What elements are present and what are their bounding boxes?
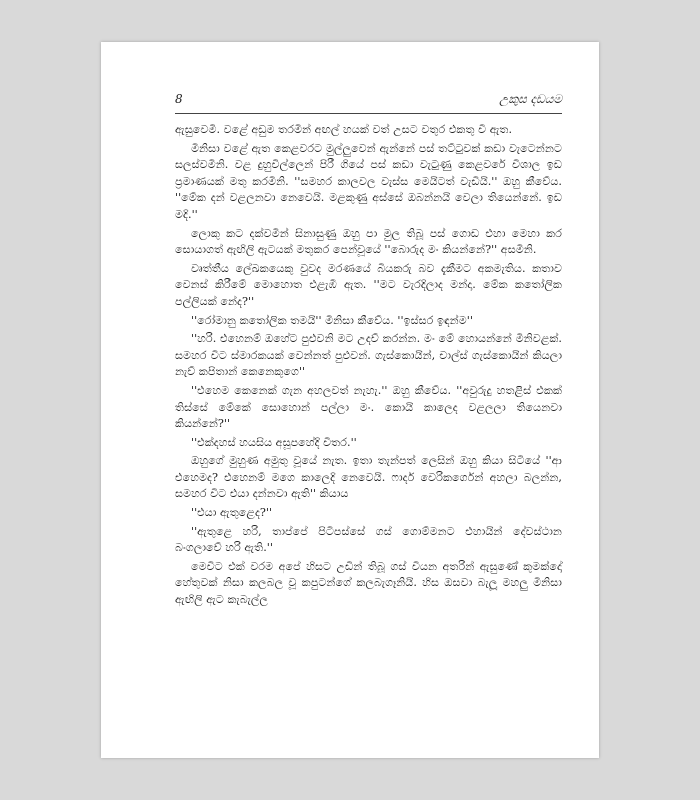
paragraph: වෘත්තීය ලේඛකයෙකු වුවද මරණයේ බියකරු බව දැකීමට අකමැතිය. කතාව වෙනස් කිරීමේ මොහොත එළැඹී ඇත. ''මට වැරදිලාද මන්දා. මේක කතෝලික පල්ලියක් නේද?'' [175, 261, 562, 308]
paragraph: ඔහුගේ මුහුණ අමුතු වූයේ නැත. ඉතා තැන්පත් ලෙසින් ඔහු කියා සිටියේ ''ආ එහෙමද? එහෙනම් මගෙ කාලෙදි නෙවෙයි. ෆාදර් වෙරිකර්ගෙන් අහලා බලන්න, සමහර විට එයා දන්නවා ඇති'' කියාය [175, 454, 562, 501]
paragraph: ''එයා ඇතුළෙද?'' [191, 506, 273, 520]
paragraph: ''එහෙම කෙනෙක් ගැන අහලවත් නැහැ.'' ඔහු කීවේය. ''අවුරුදු හතළිස් එකක් තිස්සේ මේකේ සොහොන් පල්ලා මං. කොයි කාලෙද වළලලා තියෙනවා කියන්නේ?'' [175, 383, 562, 431]
header-divider [175, 113, 562, 114]
paragraph: ඇසුවෙමි. වළේ අඩුම තරමින් අඟල් හයක් වත් උසට වතුර එකතු වී ඇත. [175, 123, 513, 136]
book-title: උකුස දඩයම [499, 92, 562, 106]
book-page [101, 42, 599, 758]
paragraph: මිනිසා වළේ ඇත කෙළවරට මුල්ලුවෙන් ඇන්නේ පස් තට්ටුවක් කඩා වැටෙන්නට සලස්වමිනි. වළ දුහුවිල්ලෙන් පිරී ගියේ පස් කඩා වැටුණු කෙළවරේ විශාල ඉඩ ප්‍රමාණයක් මතු කරමිනි. ''සමහර කාලවල වැස්ස මෙයිටත් වැඩියි.'' ඔහු කීවේය. ''මේක දන් වළලනවා නෙවෙයි. මළකුණු අස්සේ ඔබන්නයි වෙලා තියෙන්නේ. ඉඩ මදි.'' [175, 141, 562, 221]
paragraph: ''ඇතුළෙ හරි, තාප්පේ පිටිපස්සේ ගස් ගොම්මනට එහායින් දේවස්ථාන බංගලාවේ හරි ඇති.'' [175, 524, 562, 555]
paragraph: මෙවිට එක් වරම අපේ හිසට උඩින් තිබූ ගස් වියන අතරින් ඇසුණේ කුමක්දෝ හේතුවක් නිසා කලබල වූ කපුටන්ගේ කලබැගෑනියි. හිස ඔසවා බැලූ මහලු මිනිසා ඇඟිලි ඇට කැබැල්ල [175, 559, 562, 607]
paragraph: ''රෝමානු කතෝලික තමයි'' මිනිසා කීවේය. ''ඉස්සර ඉඳන්ම'' [191, 313, 473, 327]
paragraph: ''එක්දහස් හයසිය අසූපහේදි විතර.'' [191, 435, 357, 449]
paragraph: ලොකු කට දක්වමින් සිනාසුණු ඔහු පා මුල තිබූ පස් ගොඩ එහා මෙහා කර සොයාගත් ඇඟිලි ඇටයක් මතුකර පෙන්වූයේ ''බොරුද මං කියන්නේ?'' අසමිනි. [175, 226, 562, 257]
paragraph: ''හරි. එහෙනම් ඔහේට පුළුවනි මට උදව් කරන්න. මං මේ හොයන්නේ මිනිවළක්. සමහර විට ස්මාරකයක් වෙන්නත් පුළුවන්. ගැස්කොයින්, චාල්ස් ගැස්කොයින් කියලා නැව් කපිතාන් කෙනෙකුගෙ'' [175, 332, 562, 379]
page-number: 8 [175, 92, 183, 106]
running-header [175, 92, 562, 112]
page-body-text [175, 122, 562, 611]
